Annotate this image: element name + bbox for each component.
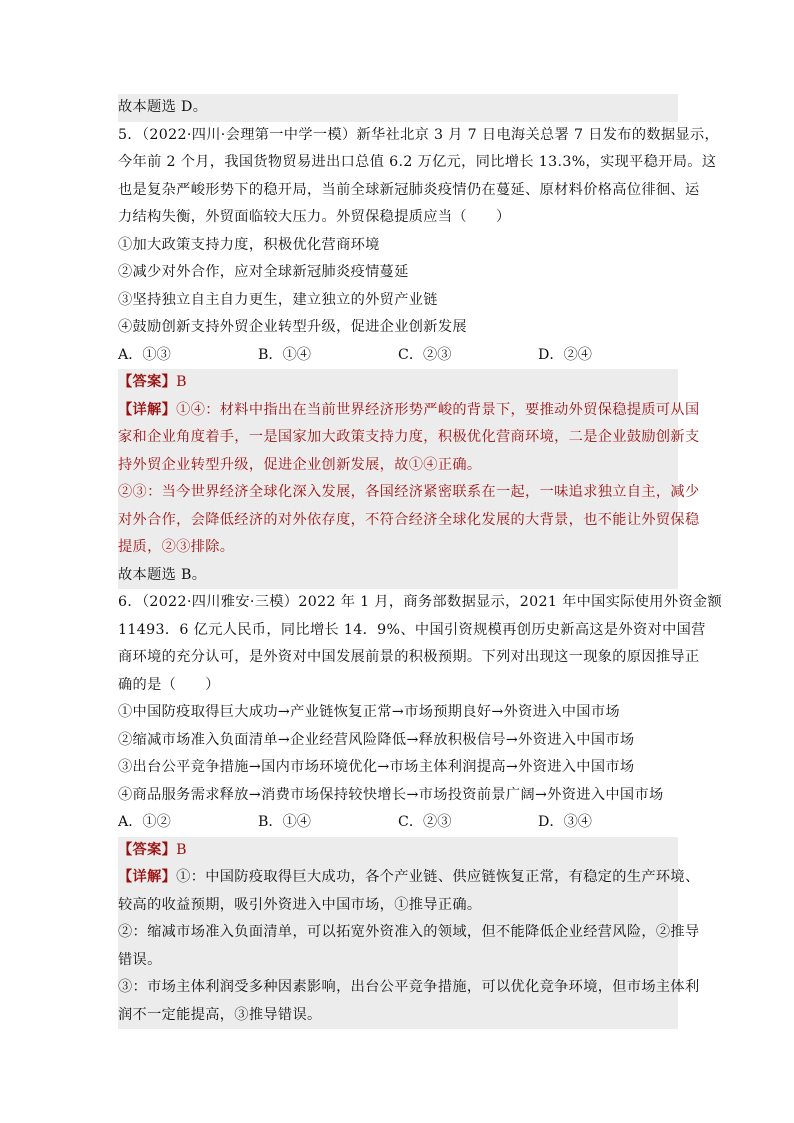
q6-option-d: D．③④ [538, 814, 592, 830]
q5-options [118, 342, 678, 370]
q6-solution [118, 837, 700, 1030]
q5-detail-line [118, 397, 700, 425]
q6-answer [118, 837, 678, 865]
page-content [118, 94, 722, 1029]
answer-value: B [176, 374, 187, 390]
detail-text: ①：中国防疫取得巨大成功，各个产业链、供应链恢复正常，有稳定的生产环境、 [176, 869, 700, 885]
answer-label: 【答案】 [118, 841, 177, 858]
q6-item-3: ③出台公平竞争措施→国内市场环境优化→市场主体利润提高→外资进入中国市场 [118, 759, 635, 775]
q6-item-1: ①中国防疫取得巨大成功→产业链恢复正常→市场预期良好→外资进入中国市场 [118, 704, 620, 720]
q5-conclusion: 故本题选 B。 [118, 566, 207, 583]
q5-item-2: ②减少对外合作，应对全球新冠肺炎疫情蔓延 [118, 264, 409, 280]
q5-option-b: B．①④ [258, 346, 311, 363]
q5-detail-line: 家和企业角度着手，一是国家加大政策支持力度，积极优化营商环境，二是企业鼓励创新支 [118, 429, 700, 445]
question-6 [118, 589, 722, 837]
q5-solution [118, 369, 700, 589]
q5-stem-line: 今年前 2 个月，我国货物贸易进出口总值 6.2 万亿元，同比增长 13.3%，实现平稳开局。这 [118, 154, 717, 170]
q5-item-4: ④鼓励创新支持外贸企业转型升级，促进企业创新发展 [118, 319, 467, 335]
q5-item-1: ①加大政策支持力度，积极优化营商环境 [118, 236, 380, 253]
detail-label: 【详解】 [118, 869, 177, 885]
q5-option-d: D．②④ [538, 346, 592, 363]
q6-option-c: C．②③ [398, 814, 452, 830]
q4-conclusion: 故本题选 D。 [118, 94, 678, 122]
q6-detail-line: 错误。 [118, 951, 162, 968]
detail-label: 【详解】 [118, 401, 177, 418]
q6-stem-line: 11493．6 亿元人民币，同比增长 14．9%、中国引资规模再创历史新高这是外资对中国营 [118, 621, 706, 638]
q6-detail-line: 较高的收益预期，吸引外资进入中国市场，①推导正确。 [118, 896, 482, 913]
q6-item-2: ②缩减市场准入负面清单→企业经营风险降低→释放积极信号→外资进入中国市场 [118, 731, 635, 748]
q5-stem-line: 5．（2022·四川·会理第一中学一模）新华社北京 3 月 7 日电海关总署 7 日发布的数据显示， [118, 126, 720, 143]
q6-stem-line: 6．（2022·四川雅安·三模）2022 年 1 月，商务部数据显示，2021 年中国实际使用外资金额 [118, 594, 722, 610]
q5-option-c: C．②③ [398, 346, 452, 363]
q5-detail-line: 对外合作，会降低经济的对外依存度，不符合经济全球化发展的大背景，也不能让外贸保稳 [118, 511, 700, 528]
q6-stem-line: 商环境的充分认可，是外资对中国发展前景的积极预期。下列对出现这一现象的原因推导正 [118, 649, 700, 665]
q5-stem-line: 力结构失衡，外贸面临较大压力。外贸保稳提质应当（ ） [118, 209, 511, 225]
q6-detail-line: 润不一定能提高，③推导错误。 [118, 1006, 322, 1023]
q6-option-a: A．①② [118, 814, 171, 830]
q6-detail-line: ②：缩减市场准入负面清单，可以拓宽外资准入的领域，但不能降低企业经营风险，②推导 [118, 924, 700, 940]
detail-text: ①④：材料中指出在当前世界经济形势严峻的背景下，要推动外贸保稳提质可从国 [176, 401, 700, 418]
q6-option-b: B．①④ [258, 814, 311, 830]
answer-value: B [176, 841, 187, 858]
q5-detail-line: 持外贸企业转型升级，促进企业创新发展，故①④正确。 [118, 456, 482, 473]
q6-detail-line [118, 864, 700, 892]
q5-option-a: A．①③ [118, 346, 171, 363]
q5-answer [118, 369, 678, 397]
q6-stem-line: 确的是（ ） [118, 676, 220, 693]
q6-detail-line: ③：市场主体利润受多种因素影响，出台公平竞争措施，可以优化竞争环境，但市场主体利 [118, 979, 700, 995]
q6-item-4: ④商品服务需求释放→消费市场保持较快增长→市场投资前景广阔→外资进入中国市场 [118, 786, 664, 803]
q5-item-3: ③坚持独立自主自力更生，建立独立的外贸产业链 [118, 291, 438, 308]
q6-options [118, 809, 678, 837]
answer-label: 【答案】 [118, 374, 177, 390]
question-5 [118, 122, 720, 370]
q5-stem-line: 也是复杂严峻形势下的稳开局，当前全球新冠肺炎疫情仍在蔓延、原材料价格高位徘徊、运 [118, 181, 700, 198]
q5-detail-line: 提质，②③排除。 [118, 539, 235, 555]
q5-detail-line: ②③：当今世界经济全球化深入发展，各国经济紧密联系在一起，一味追求独立自主，减少 [118, 484, 700, 500]
